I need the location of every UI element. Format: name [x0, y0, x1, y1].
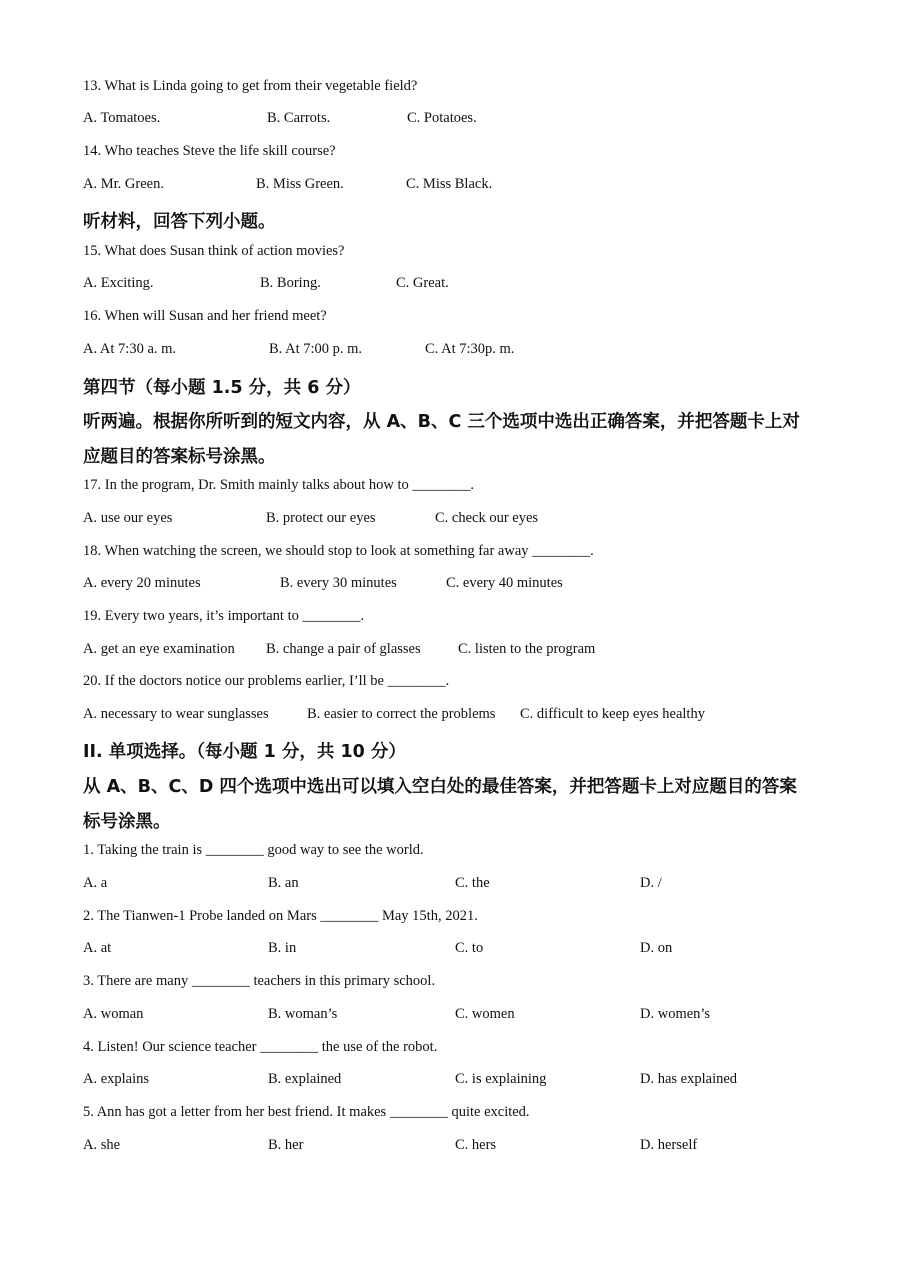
- answer-option: C. women: [455, 1006, 515, 1022]
- answer-option: A. get an eye examination: [83, 641, 235, 657]
- answer-option: C. At 7:30p. m.: [425, 341, 515, 357]
- answer-option: A. every 20 minutes: [83, 575, 201, 591]
- answer-option: B. every 30 minutes: [280, 575, 397, 591]
- question-text: 20. If the doctors notice our problems earlier, I’ll be ________.: [83, 673, 450, 689]
- answer-option: D. herself: [640, 1137, 698, 1153]
- section-heading: 应题目的答案标号涂黑。: [83, 447, 276, 467]
- answer-option: A. she: [83, 1137, 121, 1153]
- answer-option: B. easier to correct the problems: [307, 706, 496, 722]
- answer-option: C. check our eyes: [435, 510, 539, 526]
- answer-option: C. to: [455, 940, 484, 956]
- answer-option: B. an: [268, 875, 299, 891]
- section-heading: 从 A、B、C、D 四个选项中选出可以填入空白处的最佳答案，并把答题卡上对应题目的答案: [83, 777, 797, 797]
- question-text: 4. Listen! Our science teacher ________ the use of the robot.: [83, 1039, 438, 1055]
- answer-option: D. on: [640, 940, 673, 956]
- answer-option: C. difficult to keep eyes healthy: [520, 706, 705, 722]
- answer-option: C. the: [455, 875, 490, 891]
- question-text: 17. In the program, Dr. Smith mainly talks about how to ________.: [83, 477, 475, 493]
- section-heading: 听材料，回答下列小题。: [83, 212, 276, 232]
- question-text: 15. What does Susan think of action movies?: [83, 243, 345, 259]
- answer-option: B. her: [268, 1137, 304, 1153]
- answer-option: A. a: [83, 875, 108, 891]
- answer-option: D. /: [640, 875, 662, 891]
- answer-option: A. use our eyes: [83, 510, 173, 526]
- question-text: 1. Taking the train is ________ good way to see the world.: [83, 842, 424, 858]
- answer-option: B. change a pair of glasses: [266, 641, 421, 657]
- section-heading: 听两遍。根据你所听到的短文内容，从 A、B、C 三个选项中选出正确答案，并把答题卡上对: [83, 412, 800, 432]
- question-text: 14. Who teaches Steve the life skill course?: [83, 143, 336, 159]
- answer-option: C. Potatoes.: [407, 110, 477, 126]
- answer-option: C. Great.: [396, 275, 449, 291]
- answer-option: B. woman’s: [268, 1006, 338, 1022]
- answer-option: A. woman: [83, 1006, 144, 1022]
- question-text: 13. What is Linda going to get from their vegetable field?: [83, 78, 418, 94]
- answer-option: C. hers: [455, 1137, 497, 1153]
- question-text: 16. When will Susan and her friend meet?: [83, 308, 327, 324]
- question-text: 5. Ann has got a letter from her best friend. It makes ________ quite excited.: [83, 1104, 530, 1120]
- section-heading: 第四节（每小题 1.5 分，共 6 分）: [83, 378, 361, 398]
- answer-option: A. At 7:30 a. m.: [83, 341, 177, 357]
- question-text: 2. The Tianwen-1 Probe landed on Mars ________ May 15th, 2021.: [83, 908, 478, 924]
- answer-option: D. has explained: [640, 1071, 738, 1087]
- answer-option: B. Boring.: [260, 275, 321, 291]
- answer-option: B. protect our eyes: [266, 510, 376, 526]
- answer-option: B. explained: [268, 1071, 342, 1087]
- answer-option: D. women’s: [640, 1006, 711, 1022]
- answer-option: A. Exciting.: [83, 275, 154, 291]
- section-heading: 标号涂黑。: [83, 812, 171, 832]
- answer-option: A. Tomatoes.: [83, 110, 161, 126]
- answer-option: B. in: [268, 940, 297, 956]
- answer-option: B. Miss Green.: [256, 176, 344, 192]
- answer-option: B. At 7:00 p. m.: [269, 341, 363, 357]
- answer-option: A. at: [83, 940, 112, 956]
- question-text: 3. There are many ________ teachers in this primary school.: [83, 973, 436, 989]
- answer-option: B. Carrots.: [267, 110, 331, 126]
- answer-option: A. explains: [83, 1071, 150, 1087]
- answer-option: C. Miss Black.: [406, 176, 493, 192]
- answer-option: C. listen to the program: [458, 641, 596, 657]
- answer-option: C. every 40 minutes: [446, 575, 563, 591]
- question-text: 18. When watching the screen, we should stop to look at something far away ________.: [83, 543, 594, 559]
- question-text: 19. Every two years, it’s important to ________.: [83, 608, 365, 624]
- answer-option: A. Mr. Green.: [83, 176, 164, 192]
- answer-option: A. necessary to wear sunglasses: [83, 706, 269, 722]
- section-heading: II. 单项选择。（每小题 1 分，共 10 分）: [83, 742, 406, 762]
- answer-option: C. is explaining: [455, 1071, 547, 1087]
